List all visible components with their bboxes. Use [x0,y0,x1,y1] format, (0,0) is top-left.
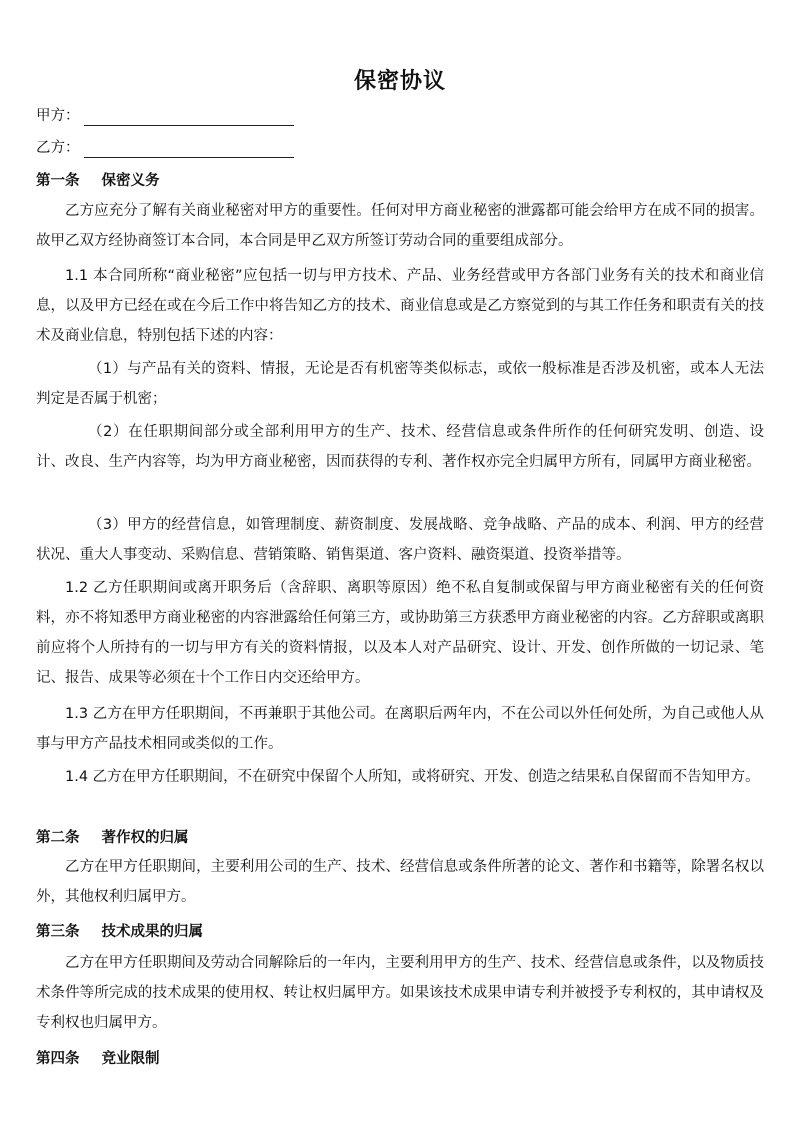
article-1-title: 保密义务 [101,173,160,189]
party-b-row [36,138,294,158]
clause-1-2: 1.2 乙方任职期间或离开职务后（含辞职、离职等原因）绝不私自复制或保留与甲方商业秘密有关的任何资料，亦不将知悉甲方商业秘密的内容泄露给任何第三方，或协助第三方获悉甲方商业秘密的内容。乙方辞职或离职前应将个人所持有的一切与甲方有关的资料情报，以及本人对产品研究、设计、开发、创作所做的一切记录、笔记、报告、成果等必须在十个工作日内交还给甲方。 [36,580,764,686]
article-3-heading [36,922,203,942]
article-4-title: 竞业限制 [101,1051,160,1067]
article-2-heading [36,828,189,848]
party-b-blank-line[interactable] [84,143,294,158]
clause-1-1-item-1: （1）与产品有关的资料、情报，无论是否有机密等类似标志，或依一般标准是否涉及机密，或本人无法判定是否属于机密； [36,361,764,407]
clause-1-1-item-2: （2）在任职期间部分或全部利用甲方的生产、技术、经营信息或条件所作的任何研究发明、创造、设计、改良、生产内容等，均为甲方商业秘密，因而获得的专利、著作权亦完全归属甲方所有，同属甲方商业秘密。 [36,424,764,470]
article-4-number: 第四条 [36,1051,80,1067]
party-a-row [36,106,294,126]
article-3-number: 第三条 [36,924,80,940]
party-a-label: 甲方： [36,108,80,124]
party-b-label: 乙方： [36,140,80,156]
clause-1-1: 1.1 本合同所称“商业秘密”应包括一切与甲方技术、产品、业务经营或甲方各部门业务有关的技术和商业信息，以及甲方已经在或在今后工作中将告知乙方的技术、商业信息或是乙方察觉到的与其工作任务和职责有关的技术及商业信息，特别包括下述的内容： [36,268,764,344]
article-1-number: 第一条 [36,173,80,189]
document-title: 保密协议 [353,69,446,94]
clause-1-1-item-3: （3）甲方的经营信息，如管理制度、薪资制度、发展战略、竞争战略、产品的成本、利润、甲方的经营状况、重大人事变动、采购信息、营销策略、销售渠道、客户资料、融资渠道、投资举措等。 [36,517,764,563]
article-2-number: 第二条 [36,830,80,846]
clause-1-3: 1.3 乙方在甲方任职期间，不再兼职于其他公司。在离职后两年内，不在公司以外任何处所，为自己或他人从事与甲方产品技术相同或类似的工作。 [36,706,764,752]
article-2-title: 著作权的归属 [101,830,189,846]
article-4-heading [36,1049,160,1069]
clause-1-4: 1.4 乙方在甲方任职期间，不在研究中保留个人所知，或将研究、开发、创造之结果私自保留而不告知甲方。 [65,769,760,785]
party-a-blank-line[interactable] [84,111,294,126]
article-1-intro: 乙方应充分了解有关商业秘密对甲方的重要性。任何对甲方商业秘密的泄露都可能会给甲方在成不同的损害。故甲乙双方经协商签订本合同，本合同是甲乙双方所签订劳动合同的重要组成部分。 [36,203,764,249]
article-3-body: 乙方在甲方任职期间及劳动合同解除后的一年内，主要利用甲方的生产、技术、经营信息或条件，以及物质技术条件等所完成的技术成果的使用权、转让权归属甲方。如果该技术成果申请专利并被授予专利权的，其申请权及专利权也归属甲方。 [36,955,764,1031]
article-3-title: 技术成果的归属 [101,924,203,940]
article-1-heading [36,171,160,191]
article-2-body: 乙方在甲方任职期间，主要利用公司的生产、技术、经营信息或条件所著的论文、著作和书籍等，除署名权以外，其他权利归属甲方。 [36,859,764,905]
